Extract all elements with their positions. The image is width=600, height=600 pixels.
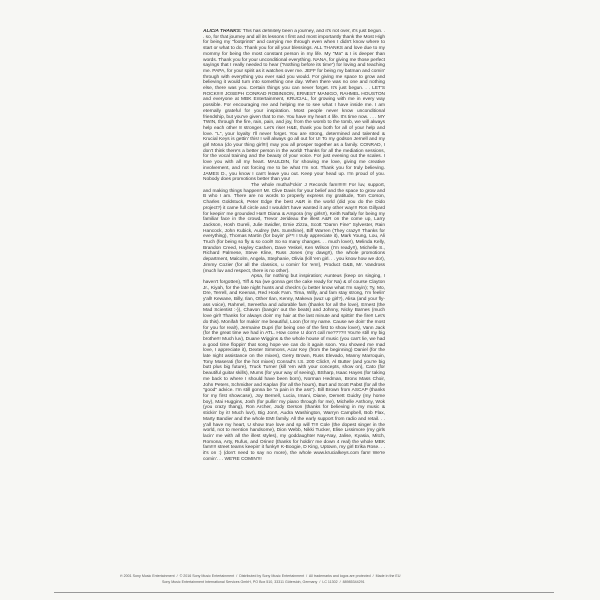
footer-separator: / xyxy=(306,574,308,578)
legal-footer-line-1 xyxy=(120,574,400,578)
credits-lead-heading: ALICIA THANKS: xyxy=(203,29,242,34)
footer-separator: / xyxy=(372,574,374,578)
trademark-notice: All trademarks and logos are protected xyxy=(308,574,371,578)
footer-separator: / xyxy=(176,574,178,578)
phonographic-copyright: ℗ 2001 Sony Music Entertainment xyxy=(120,574,175,578)
distribution-notice: Distributed by Sony Music Entertainment xyxy=(239,574,305,578)
credits-paragraph-3: Apsa, for nothing but inspiration; Aunteus (keep on singing, I haven't forgotten), Tiff & Na (we gonna get the cake ready for Na) & of course Clayton Jr., Kiyah, for the late night hunts and check's (u better know what I'm sayin); Ty, Mo, Dre, Terrell, and Keenan, Red Hook Fam. Tima, Willy, and fam stay strong, I'm feelin' y'all! Kewane, Billy, Ilan, Other Ilan, Kenny, Makeva (wuz up girl?), Alisa (and your fly-ass voice), Rahmel, Sereetha and adorable fam (thanks for all the love), Ernest (the Mad Scientist :-)), Chavon (bangin' out the beats) and Johnny, Nicky Barnes (much love girl! Thanks for always doin' my hair at the last minute and spittin' the fire!! Let's do this). Monifah for makin' me beautiful, Loon (for my name. Cause we doin' the most for you for real!), Jermaine Dupri (for being one of the first to show love!), Vann Jack (for the great time we had in ATL. How come U don't call me????!! You're still my big brother!! Much luv), Duane Wiggins & the whole house of music (you can't lie, we had a good time floppin' that song hope we can do it again soon. You showed me mad love, I appreciate it), Dexter Simmons, Acar Key (from the beginning) Daniel (for the late night assistance on the mixes), Gerry Brown, Russ Elevado, Manny Marroquin, Tony Maserati (for the hot mixes) Conrad's I.S. 200 Click!!, Al Butter (and you're big butt plus big future), Truck Turner (kill 'em with your concepts, show on), Cato (for beautiful guitar skills), Mums (for your way of seeing), BSharp, Isaac Hayes (for taking me back to where I should have been born), Norman Hedman, Bronx Mass Choir, John Peters, Schmidter and Kaplan (for all the hours), Burt and Scott Pabst (for all the "good" advice. I'm still gonna be "a pain in the ass"). Bill Brown from ASCAP (thanks for my first showcase), Joy Bernell, Lucia, Imani, Diane, Demett Guidry (my home boy), Mai Huggins, Josh (for pullin' my piano through for me), Michelle Anthony, Wok (you crazy thang), Ron Archer, Jody Gerson (thanks for believing in my music & stickin' by it! Much luv!), Big Jon!!, Audra Washington, Warryn Campbell, Bob Flax, Marty Bandier and the whole EMI family. All the early support from radio and retail. . . y'all have my heart, U show true love and sp will T!!! Cole (the dopest singer in the world, not to mention handsome), Dion Webb, Nikki Tucker, Elise Lissimore (my girls lacin' me with all the illest styles), my goddaughter Nay-Nay, Jalise, Kyasia, Mitch, Romona, Arty, Rufus, and Orinez (thanks for holdin' me down 4 real) the whole MBK fam!!!! street teams keepin' it funky!! K-Boogie, D King, Uptown, my girl Erika Rose. . . it's on :) (don't need to say no more), the whole www.krucialkeys.com fam! We're comin'. . . WE'RE COMIN'!!! xyxy=(203,274,385,462)
origin-notice: Made in the EU xyxy=(375,574,401,578)
thank-you-credits xyxy=(203,29,385,549)
footer-separator: / xyxy=(339,580,341,584)
company-address: Sony Music Entertainment International Services GmbH, PO Box 510, 33311 Gütersloh, Germany xyxy=(162,580,318,584)
legal-footer-line-2 xyxy=(162,580,365,584)
footer-separator: / xyxy=(319,580,321,584)
label-code: LC 11302 xyxy=(322,580,338,584)
catalog-number: 88985344291 xyxy=(342,580,365,584)
copyright-notice: © 2016 Sony Music Entertainment xyxy=(179,574,235,578)
credits-paragraph-1-text: This has definitely been a journey, and it's not over, it's just begun. . . so, for that journey and all its lessons I first and most importantly thank the Most High for being my "footprints" and carrying me through even when I didn't know where to start or what to do. Thank you for all your blessings. ALL THANKS and love due to my mommy for being the most constant person in my life. My "Ma" & I is deeper than words. Thank you for your unconditional everything. NANA, for giving me those perfect sayings that I really needed to hear ("Nothing before its time") for loving and teaching me. PAPA, for your spirit as it watches over me. JEFF for being my batman and comin' through with everything you ever said you would. For giving me space to grow and believing it would turn into something one day. When there was no one and nothing else, there was you. Certain things you can never forget. It's just begun. . . LET'S ROCK!!!!! JOSEPH CONRAD ROBINSON, ERNEST MANIGO, RAHMEL HOUSTON and everyone at MBK Entertainment, KRUCIAL, for growing with me in every way possible. For encouraging me and helping me to see what I have inside me. I am eternally grateful for your inspiration. Most people never know unconditional friendship, but you've given that to me. You have my heart 4 life. It's time now. . . . MY TWIN, through the fire, rain, pain, and joy, from the womb to the tomb, we will always help each other 8 stronger. Let's rise! H&E, thank you both for all of your help and love. "L", your loyalty I'll never forget. You are strong, determined and talented & Krucial Keys is gettin' this! I will always go all out for U! To my godson Jernell and my girl Mona (do your thing girl!!!) may you all prosper together as a family. CONRAD, I don't think there's a better person in the world! Thanks for all the mediation sessions, for the vocal training and the beauty of your voice. For just evening out the scales. I love you with all my heart. MAULDIN, for showing me love, giving me creative involvement, and not forcing me to be what I'm not. Thank you for truly believing. JAMES D., you know I can't leave you out. Keep your head up. I'm proud of you. Nobody does promotions better than you! xyxy=(203,29,385,183)
credits-paragraph-2: The whole muthaf*ckin' J Records fam!!!!!!! For luv, support, and making things happen!! Mr. Clive Davis for your belief and the space to grow and B who I am. There are no words to properly express my gratitude, Tom Corson, Charles Goldstuck, Peter Edge the best A&R in the world (did you do the Dido project?) it came full circle and I wouldn't have wanted it any other way!!! Ron Gillyard for keepin' me grounded Ha!!! Diana & Ampora (my girls!!), Keith Naftaly for being my familiar face in the crowd, Trevor Jerideau the illest A&R on the come up, Larry Jackson, Hosh Gureli, Julie Swidler, Ernie Zizza, Scott "Damn Fine" Sylvester, Rain Hancock, John Kubick, Audrey (Ms. Sunshine), Biff Warren (They crazy!! Thanks for everything), Thomas Martin (for buyin' pi**! I truly appreciate it), Mark Young, Lou, Ali Truch (for being so fly & so cool!! So so many changes. . . much love!), Melinda Kelly, Brandon Creed, Hayley Cashen, Dave Yeskel, Ken Wilson (I'm ready!!), Michelle S., Richard Palmese, Steve Kline, Russ Jones (my dawg!!), the whole promotions department, Malcolm, Angela, Stephanie, Olivia (kill 'em girl. . . you know how we do!), Jimmy Cozier (for all the classics, u comin' for 'em!), Product G&B, Mr. Vandross (much luv and respect, there is no other). xyxy=(203,182,385,274)
footer-divider xyxy=(54,592,554,593)
footer-separator: / xyxy=(236,574,238,578)
credits-paragraph-1 xyxy=(203,29,385,183)
